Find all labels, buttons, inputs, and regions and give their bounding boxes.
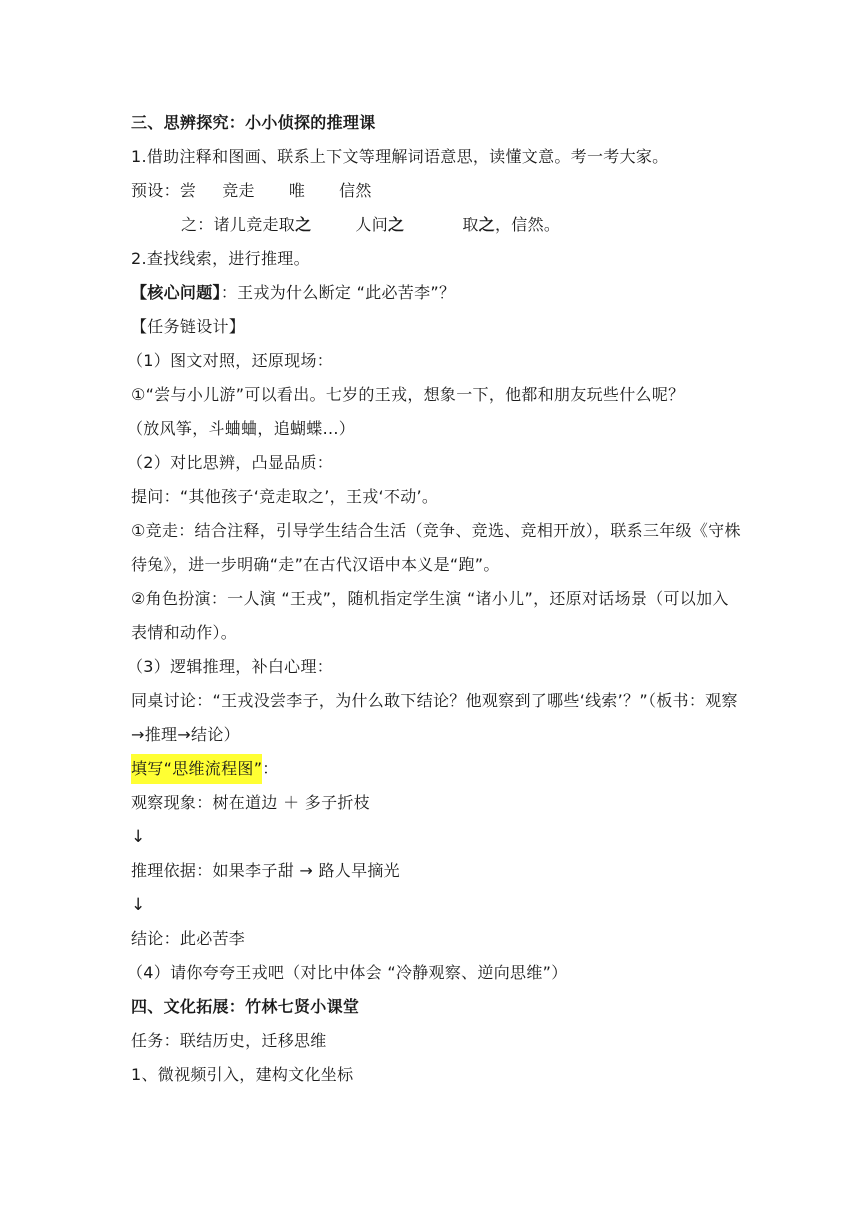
- zhi-line: [131, 208, 741, 242]
- task-line: 任务：联结历史，迁移思维: [131, 1031, 327, 1050]
- core-question: [131, 276, 741, 310]
- zhi-tail: ，信然。: [494, 215, 561, 234]
- step2-item1: ①竞走：结合注释，引导学生结合生活（竞争、竞选、竞相开放），联系三年级《守株待兔》，进一步明确“走”在古代汉语中本义是“跑”。: [131, 521, 741, 574]
- video-line: 1、微视频引入，建构文化坐标: [131, 1065, 354, 1084]
- down-arrow-icon: ↓: [131, 827, 146, 847]
- step2-question: 提问：“其他孩子‘竞走取之’，王戎‘不动’。: [131, 487, 439, 506]
- step2-heading: （2）对比思辨，凸显品质：: [127, 453, 334, 472]
- reason-line: 推理依据：如果李子甜 → 路人早摘光: [131, 861, 400, 880]
- fill-flowchart-colon: ：: [262, 759, 279, 778]
- step1-heading: （1）图文对照，还原现场：: [127, 351, 334, 370]
- conclusion-line: 结论：此必苦李: [131, 929, 246, 948]
- zhi-phrase-2: 人问: [355, 215, 389, 234]
- step2-item2: ②角色扮演：一人演 “王戎”，随机指定学生演 “诸小儿”，还原对话场景（可以加入表情和动作）。: [131, 589, 729, 642]
- zhi-label: 之：诸儿竞走取: [181, 215, 296, 234]
- fill-flowchart-highlight: 填写“思维流程图”: [131, 754, 262, 784]
- step1-question: ①“尝与小儿游”可以看出。七岁的王戎，想象一下，他都和朋友玩些什么呢？: [131, 385, 685, 404]
- preset-word-2: 唯: [288, 181, 306, 200]
- step4-line: （4）请你夸夸王戎吧（对比中体会 “冷静观察、逆向思维”）: [127, 963, 568, 982]
- zhi-bold-3: 之: [478, 215, 495, 234]
- fill-flowchart-line: [131, 752, 741, 786]
- zhi-bold-1: 之: [295, 215, 312, 234]
- zhi-bold-2: 之: [388, 215, 405, 234]
- section4-title: 四、文化拓展：竹林七贤小课堂: [131, 997, 360, 1016]
- down-arrow-icon: ↓: [131, 895, 146, 915]
- core-question-text: ：王戎为什么断定 “此必苦李”？: [220, 283, 456, 302]
- item2-text: 2.查找线索，进行推理。: [131, 249, 310, 268]
- preset-label: 预设：尝: [131, 181, 197, 200]
- document-body: [127, 106, 741, 1092]
- item1-text: 1.借助注释和图画、联系上下文等理解词语意思，读懂文意。考一考大家。: [131, 147, 669, 166]
- step3-discussion: 同桌讨论：“王戎没尝李子，为什么敢下结论？他观察到了哪些‘线索’？”（板书：观察→推理→结论）: [131, 691, 738, 744]
- task-chain-heading: 【任务链设计】: [131, 317, 246, 336]
- step1-answer: （放风筝，斗蛐蛐，追蝴蝶...）: [127, 419, 356, 438]
- section3-title: 三、思辨探究：小小侦探的推理课: [131, 113, 376, 132]
- preset-word-3: 信然: [339, 181, 372, 200]
- core-question-label: 【核心问题】: [131, 283, 221, 302]
- preset-line: [131, 174, 741, 208]
- observe-line: 观察现象：树在道边 ＋ 多子折枝: [131, 793, 370, 812]
- preset-word-1: 竞走: [222, 181, 255, 200]
- zhi-phrase-3: 取: [462, 215, 479, 234]
- step3-heading: （3）逻辑推理，补白心理：: [127, 657, 334, 676]
